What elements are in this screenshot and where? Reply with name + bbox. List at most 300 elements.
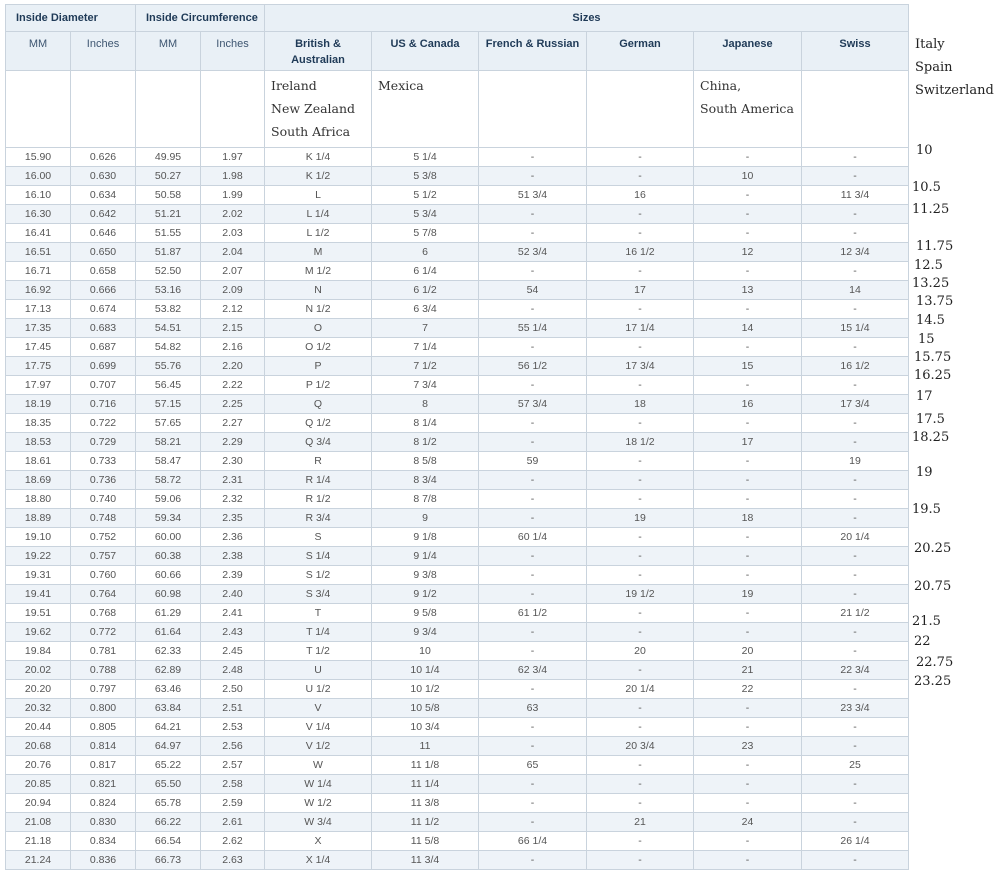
swiss-size-cell: 17 3/4 xyxy=(802,395,909,414)
german-size-cell: 17 3/4 xyxy=(587,357,694,376)
swiss-size-cell: - xyxy=(802,338,909,357)
diameter-mm-cell: 18.53 xyxy=(6,433,71,452)
japanese-size-cell: - xyxy=(694,471,802,490)
italy-size-value: 13.75 xyxy=(916,294,954,309)
japanese-size-cell: 10 xyxy=(694,167,802,186)
diameter-mm-header: MM xyxy=(6,32,71,71)
us-size-cell: 6 3/4 xyxy=(372,300,479,319)
swiss-size-cell: - xyxy=(802,300,909,319)
circumference-mm-cell: 54.51 xyxy=(136,319,201,338)
german-size-cell: 16 1/2 xyxy=(587,243,694,262)
italy-size-value: 18.25 xyxy=(912,430,950,445)
german-size-cell: - xyxy=(587,604,694,623)
french-countries-note xyxy=(479,71,587,148)
diameter-mm-cell: 17.13 xyxy=(6,300,71,319)
table-row xyxy=(6,775,909,794)
circumference-mm-cell: 50.27 xyxy=(136,167,201,186)
japanese-size-cell: - xyxy=(694,300,802,319)
circumference-mm-cell: 59.34 xyxy=(136,509,201,528)
circumference-mm-cell: 64.97 xyxy=(136,737,201,756)
japanese-size-cell: 15 xyxy=(694,357,802,376)
diameter-mm-cell: 20.68 xyxy=(6,737,71,756)
french-size-cell: 51 3/4 xyxy=(479,186,587,205)
us-size-cell: 8 xyxy=(372,395,479,414)
swiss-size-cell: - xyxy=(802,718,909,737)
german-size-cell: 17 xyxy=(587,281,694,300)
swiss-size-cell: - xyxy=(802,148,909,167)
swiss-size-cell: 12 3/4 xyxy=(802,243,909,262)
german-size-cell: - xyxy=(587,414,694,433)
french-size-cell: 56 1/2 xyxy=(479,357,587,376)
table-row xyxy=(6,566,909,585)
diameter-mm-cell: 20.76 xyxy=(6,756,71,775)
table-row xyxy=(6,737,909,756)
diameter-mm-cell: 20.85 xyxy=(6,775,71,794)
circumference-inches-header: Inches xyxy=(201,32,265,71)
circumference-inches-cell: 2.31 xyxy=(201,471,265,490)
french-size-cell: - xyxy=(479,813,587,832)
circumference-inches-cell: 2.45 xyxy=(201,642,265,661)
british-size-cell: U 1/2 xyxy=(265,680,372,699)
japanese-size-cell: - xyxy=(694,623,802,642)
french-size-cell: - xyxy=(479,262,587,281)
us-size-cell: 5 3/4 xyxy=(372,205,479,224)
circumference-inches-cell: 2.25 xyxy=(201,395,265,414)
circumference-mm-cell: 60.66 xyxy=(136,566,201,585)
german-size-cell: - xyxy=(587,300,694,319)
diameter-inches-cell: 0.814 xyxy=(71,737,136,756)
diameter-mm-cell: 16.00 xyxy=(6,167,71,186)
circumference-inches-cell: 2.53 xyxy=(201,718,265,737)
circumference-mm-cell: 63.84 xyxy=(136,699,201,718)
us-size-cell: 6 1/2 xyxy=(372,281,479,300)
diameter-mm-cell: 18.89 xyxy=(6,509,71,528)
table-row xyxy=(6,414,909,433)
us-size-cell: 7 1/4 xyxy=(372,338,479,357)
circumference-inches-cell: 2.57 xyxy=(201,756,265,775)
blank-note-cell xyxy=(201,71,265,148)
diameter-mm-cell: 17.45 xyxy=(6,338,71,357)
circumference-mm-cell: 51.21 xyxy=(136,205,201,224)
german-size-cell: - xyxy=(587,148,694,167)
japanese-size-cell: - xyxy=(694,414,802,433)
circumference-inches-cell: 2.09 xyxy=(201,281,265,300)
french-size-cell: - xyxy=(479,224,587,243)
japanese-size-cell: 20 xyxy=(694,642,802,661)
circumference-mm-cell: 65.78 xyxy=(136,794,201,813)
us-size-cell: 9 xyxy=(372,509,479,528)
circumference-mm-cell: 60.38 xyxy=(136,547,201,566)
diameter-inches-cell: 0.736 xyxy=(71,471,136,490)
japanese-size-cell: - xyxy=(694,376,802,395)
japanese-size-cell: - xyxy=(694,186,802,205)
annotation-row xyxy=(6,71,909,148)
french-size-cell: 65 xyxy=(479,756,587,775)
circumference-mm-cell: 51.87 xyxy=(136,243,201,262)
table-row xyxy=(6,262,909,281)
us-size-cell: 11 1/2 xyxy=(372,813,479,832)
french-size-cell: - xyxy=(479,338,587,357)
table-row xyxy=(6,718,909,737)
circumference-mm-cell: 65.50 xyxy=(136,775,201,794)
diameter-inches-cell: 0.626 xyxy=(71,148,136,167)
us-size-cell: 11 1/8 xyxy=(372,756,479,775)
italy-size-value: 11.25 xyxy=(912,202,950,217)
german-size-cell: - xyxy=(587,338,694,357)
circumference-inches-cell: 2.61 xyxy=(201,813,265,832)
british-countries-note: Ireland New Zealand South Africa xyxy=(265,71,372,148)
us-size-cell: 6 xyxy=(372,243,479,262)
diameter-mm-cell: 19.31 xyxy=(6,566,71,585)
swiss-size-cell: - xyxy=(802,585,909,604)
japanese-size-cell: 24 xyxy=(694,813,802,832)
diameter-inches-cell: 0.666 xyxy=(71,281,136,300)
table-row xyxy=(6,604,909,623)
diameter-inches-cell: 0.634 xyxy=(71,186,136,205)
table-row xyxy=(6,319,909,338)
circumference-mm-cell: 58.47 xyxy=(136,452,201,471)
italy-size-value: 22 xyxy=(914,634,931,649)
circumference-inches-cell: 2.32 xyxy=(201,490,265,509)
italy-size-value: 15.75 xyxy=(914,350,952,365)
table-row xyxy=(6,300,909,319)
diameter-inches-cell: 0.781 xyxy=(71,642,136,661)
british-size-cell: S xyxy=(265,528,372,547)
table-row xyxy=(6,148,909,167)
diameter-inches-cell: 0.836 xyxy=(71,851,136,870)
german-size-cell: - xyxy=(587,718,694,737)
japanese-size-cell: - xyxy=(694,490,802,509)
us-size-cell: 8 5/8 xyxy=(372,452,479,471)
swiss-size-cell: 23 3/4 xyxy=(802,699,909,718)
japanese-size-cell: - xyxy=(694,718,802,737)
french-size-cell: - xyxy=(479,167,587,186)
circumference-inches-cell: 2.38 xyxy=(201,547,265,566)
swiss-size-cell: - xyxy=(802,490,909,509)
italy-size-value: 15 xyxy=(918,332,935,347)
german-size-cell: - xyxy=(587,224,694,243)
table-row xyxy=(6,813,909,832)
german-size-cell: - xyxy=(587,775,694,794)
us-size-cell: 11 1/4 xyxy=(372,775,479,794)
circumference-inches-cell: 2.07 xyxy=(201,262,265,281)
japanese-size-cell: - xyxy=(694,205,802,224)
diameter-mm-cell: 16.10 xyxy=(6,186,71,205)
german-countries-note xyxy=(587,71,694,148)
table-row xyxy=(6,205,909,224)
circumference-inches-cell: 1.99 xyxy=(201,186,265,205)
italy-size-value: 14.5 xyxy=(916,313,945,328)
circumference-inches-cell: 2.29 xyxy=(201,433,265,452)
french-size-cell: 59 xyxy=(479,452,587,471)
diameter-inches-cell: 0.764 xyxy=(71,585,136,604)
table-row xyxy=(6,357,909,376)
circumference-mm-cell: 55.76 xyxy=(136,357,201,376)
swiss-countries-note xyxy=(802,71,909,148)
swiss-size-cell: - xyxy=(802,471,909,490)
french-size-cell: - xyxy=(479,490,587,509)
french-size-cell: - xyxy=(479,623,587,642)
table-row xyxy=(6,642,909,661)
french-size-cell: - xyxy=(479,300,587,319)
circumference-mm-cell: 53.82 xyxy=(136,300,201,319)
japanese-header: Japanese xyxy=(694,32,802,71)
diameter-inches-cell: 0.800 xyxy=(71,699,136,718)
italy-size-value: 16.25 xyxy=(914,368,952,383)
table-row xyxy=(6,832,909,851)
diameter-inches-cell: 0.707 xyxy=(71,376,136,395)
british-size-cell: Q 1/2 xyxy=(265,414,372,433)
diameter-inches-cell: 0.646 xyxy=(71,224,136,243)
us-size-cell: 10 3/4 xyxy=(372,718,479,737)
swiss-size-cell: - xyxy=(802,376,909,395)
french-size-cell: - xyxy=(479,433,587,452)
diameter-mm-cell: 20.32 xyxy=(6,699,71,718)
swiss-size-cell: - xyxy=(802,414,909,433)
british-size-cell: W 1/2 xyxy=(265,794,372,813)
french-russian-header: French & Russian xyxy=(479,32,587,71)
us-size-cell: 9 1/8 xyxy=(372,528,479,547)
diameter-mm-cell: 18.80 xyxy=(6,490,71,509)
circumference-inches-cell: 2.27 xyxy=(201,414,265,433)
circumference-mm-cell: 60.00 xyxy=(136,528,201,547)
italy-size-value: 19.5 xyxy=(912,502,941,517)
diameter-inches-cell: 0.650 xyxy=(71,243,136,262)
diameter-mm-cell: 19.51 xyxy=(6,604,71,623)
german-size-cell: 20 xyxy=(587,642,694,661)
italy-size-value: 19 xyxy=(916,465,933,480)
us-countries-note: Mexica xyxy=(372,71,479,148)
diameter-inches-cell: 0.797 xyxy=(71,680,136,699)
circumference-inches-cell: 2.16 xyxy=(201,338,265,357)
us-size-cell: 10 5/8 xyxy=(372,699,479,718)
german-size-cell: - xyxy=(587,832,694,851)
diameter-inches-cell: 0.821 xyxy=(71,775,136,794)
british-size-cell: R 1/2 xyxy=(265,490,372,509)
table-row xyxy=(6,490,909,509)
japanese-size-cell: - xyxy=(694,604,802,623)
japanese-size-cell: 22 xyxy=(694,680,802,699)
british-size-cell: X xyxy=(265,832,372,851)
diameter-inches-cell: 0.824 xyxy=(71,794,136,813)
circumference-mm-cell: 64.21 xyxy=(136,718,201,737)
french-size-cell: - xyxy=(479,680,587,699)
diameter-inches-cell: 0.830 xyxy=(71,813,136,832)
blank-note-cell xyxy=(6,71,71,148)
circumference-mm-cell: 61.64 xyxy=(136,623,201,642)
diameter-mm-cell: 17.35 xyxy=(6,319,71,338)
diameter-inches-cell: 0.630 xyxy=(71,167,136,186)
us-size-cell: 11 xyxy=(372,737,479,756)
british-size-cell: Q 3/4 xyxy=(265,433,372,452)
italy-size-value: 17.5 xyxy=(916,412,945,427)
us-size-cell: 8 3/4 xyxy=(372,471,479,490)
swiss-size-cell: - xyxy=(802,851,909,870)
italy-size-value: 11.75 xyxy=(916,239,954,254)
german-size-cell: - xyxy=(587,851,694,870)
us-size-cell: 7 xyxy=(372,319,479,338)
diameter-mm-cell: 19.22 xyxy=(6,547,71,566)
german-size-cell: 20 1/4 xyxy=(587,680,694,699)
diameter-mm-cell: 20.94 xyxy=(6,794,71,813)
table-row xyxy=(6,471,909,490)
circumference-mm-cell: 58.21 xyxy=(136,433,201,452)
japanese-size-cell: 18 xyxy=(694,509,802,528)
japanese-size-cell: 21 xyxy=(694,661,802,680)
diameter-inches-cell: 0.674 xyxy=(71,300,136,319)
british-size-cell: L 1/4 xyxy=(265,205,372,224)
table-row xyxy=(6,699,909,718)
us-size-cell: 10 1/4 xyxy=(372,661,479,680)
german-size-cell: 20 3/4 xyxy=(587,737,694,756)
us-size-cell: 9 1/2 xyxy=(372,585,479,604)
french-size-cell: - xyxy=(479,376,587,395)
table-row xyxy=(6,433,909,452)
british-size-cell: V xyxy=(265,699,372,718)
circumference-inches-cell: 2.39 xyxy=(201,566,265,585)
circumference-inches-cell: 2.58 xyxy=(201,775,265,794)
german-size-cell: - xyxy=(587,794,694,813)
circumference-mm-header: MM xyxy=(136,32,201,71)
german-size-cell: - xyxy=(587,471,694,490)
swiss-size-cell: 21 1/2 xyxy=(802,604,909,623)
us-size-cell: 5 3/8 xyxy=(372,167,479,186)
british-size-cell: R 3/4 xyxy=(265,509,372,528)
diameter-inches-cell: 0.729 xyxy=(71,433,136,452)
italy-size-value: 10.5 xyxy=(912,180,941,195)
circumference-mm-cell: 50.58 xyxy=(136,186,201,205)
british-size-cell: S 3/4 xyxy=(265,585,372,604)
table-row xyxy=(6,851,909,870)
german-size-cell: - xyxy=(587,566,694,585)
table-row xyxy=(6,661,909,680)
us-size-cell: 8 1/4 xyxy=(372,414,479,433)
french-size-cell: - xyxy=(479,547,587,566)
table-row xyxy=(6,452,909,471)
french-size-cell: 63 xyxy=(479,699,587,718)
circumference-inches-cell: 2.36 xyxy=(201,528,265,547)
circumference-inches-cell: 2.20 xyxy=(201,357,265,376)
table-row xyxy=(6,509,909,528)
us-size-cell: 9 3/8 xyxy=(372,566,479,585)
circumference-mm-cell: 63.46 xyxy=(136,680,201,699)
us-size-cell: 11 3/8 xyxy=(372,794,479,813)
swiss-size-cell: - xyxy=(802,642,909,661)
swiss-size-cell: 15 1/4 xyxy=(802,319,909,338)
british-size-cell: O 1/2 xyxy=(265,338,372,357)
circumference-inches-cell: 2.02 xyxy=(201,205,265,224)
diameter-inches-cell: 0.805 xyxy=(71,718,136,737)
german-size-cell: - xyxy=(587,756,694,775)
diameter-inches-cell: 0.733 xyxy=(71,452,136,471)
french-size-cell: 66 1/4 xyxy=(479,832,587,851)
swiss-size-cell: - xyxy=(802,794,909,813)
circumference-mm-cell: 65.22 xyxy=(136,756,201,775)
french-size-cell: 55 1/4 xyxy=(479,319,587,338)
french-size-cell: 52 3/4 xyxy=(479,243,587,262)
circumference-inches-cell: 1.97 xyxy=(201,148,265,167)
german-size-cell: - xyxy=(587,528,694,547)
japanese-size-cell: - xyxy=(694,851,802,870)
japanese-size-cell: 12 xyxy=(694,243,802,262)
us-size-cell: 5 7/8 xyxy=(372,224,479,243)
circumference-inches-cell: 2.22 xyxy=(201,376,265,395)
table-row xyxy=(6,528,909,547)
british-size-cell: N 1/2 xyxy=(265,300,372,319)
circumference-mm-cell: 66.73 xyxy=(136,851,201,870)
diameter-mm-cell: 19.10 xyxy=(6,528,71,547)
swiss-size-cell: - xyxy=(802,775,909,794)
british-size-cell: L xyxy=(265,186,372,205)
japanese-size-cell: - xyxy=(694,699,802,718)
british-size-cell: T 1/2 xyxy=(265,642,372,661)
german-size-cell: 19 1/2 xyxy=(587,585,694,604)
us-size-cell: 11 5/8 xyxy=(372,832,479,851)
inside-diameter-header: Inside Diameter xyxy=(6,5,136,32)
diameter-mm-cell: 18.19 xyxy=(6,395,71,414)
diameter-mm-cell: 16.51 xyxy=(6,243,71,262)
circumference-mm-cell: 62.89 xyxy=(136,661,201,680)
italy-size-value: 12.5 xyxy=(914,258,943,273)
japanese-size-cell: - xyxy=(694,338,802,357)
british-size-cell: M 1/2 xyxy=(265,262,372,281)
us-canada-header: US & Canada xyxy=(372,32,479,71)
us-size-cell: 9 1/4 xyxy=(372,547,479,566)
diameter-inches-cell: 0.716 xyxy=(71,395,136,414)
table-row xyxy=(6,680,909,699)
british-size-cell: Q xyxy=(265,395,372,414)
blank-note-cell xyxy=(136,71,201,148)
circumference-inches-cell: 2.63 xyxy=(201,851,265,870)
british-size-cell: U xyxy=(265,661,372,680)
french-size-cell: 57 3/4 xyxy=(479,395,587,414)
us-size-cell: 7 1/2 xyxy=(372,357,479,376)
table-row xyxy=(6,167,909,186)
us-size-cell: 7 3/4 xyxy=(372,376,479,395)
table-row xyxy=(6,243,909,262)
diameter-inches-cell: 0.772 xyxy=(71,623,136,642)
french-size-cell: - xyxy=(479,775,587,794)
swiss-size-cell: - xyxy=(802,813,909,832)
diameter-mm-cell: 15.90 xyxy=(6,148,71,167)
circumference-inches-cell: 2.59 xyxy=(201,794,265,813)
circumference-mm-cell: 58.72 xyxy=(136,471,201,490)
circumference-inches-cell: 2.56 xyxy=(201,737,265,756)
us-size-cell: 10 xyxy=(372,642,479,661)
diameter-inches-cell: 0.748 xyxy=(71,509,136,528)
table-row xyxy=(6,338,909,357)
diameter-mm-cell: 20.44 xyxy=(6,718,71,737)
british-size-cell: W xyxy=(265,756,372,775)
french-size-cell: - xyxy=(479,737,587,756)
italy-size-value: 13.25 xyxy=(912,276,950,291)
german-size-cell: 18 xyxy=(587,395,694,414)
diameter-mm-cell: 18.61 xyxy=(6,452,71,471)
circumference-inches-cell: 2.12 xyxy=(201,300,265,319)
french-size-cell: - xyxy=(479,851,587,870)
diameter-inches-cell: 0.752 xyxy=(71,528,136,547)
italy-size-value: 17 xyxy=(916,389,933,404)
french-size-cell: - xyxy=(479,585,587,604)
french-size-cell: 62 3/4 xyxy=(479,661,587,680)
diameter-mm-cell: 20.02 xyxy=(6,661,71,680)
circumference-mm-cell: 53.16 xyxy=(136,281,201,300)
italy-spain-switzerland-label: Italy Spain Switzerland xyxy=(915,37,994,98)
circumference-mm-cell: 49.95 xyxy=(136,148,201,167)
circumference-mm-cell: 66.54 xyxy=(136,832,201,851)
circumference-mm-cell: 51.55 xyxy=(136,224,201,243)
british-size-cell: O xyxy=(265,319,372,338)
